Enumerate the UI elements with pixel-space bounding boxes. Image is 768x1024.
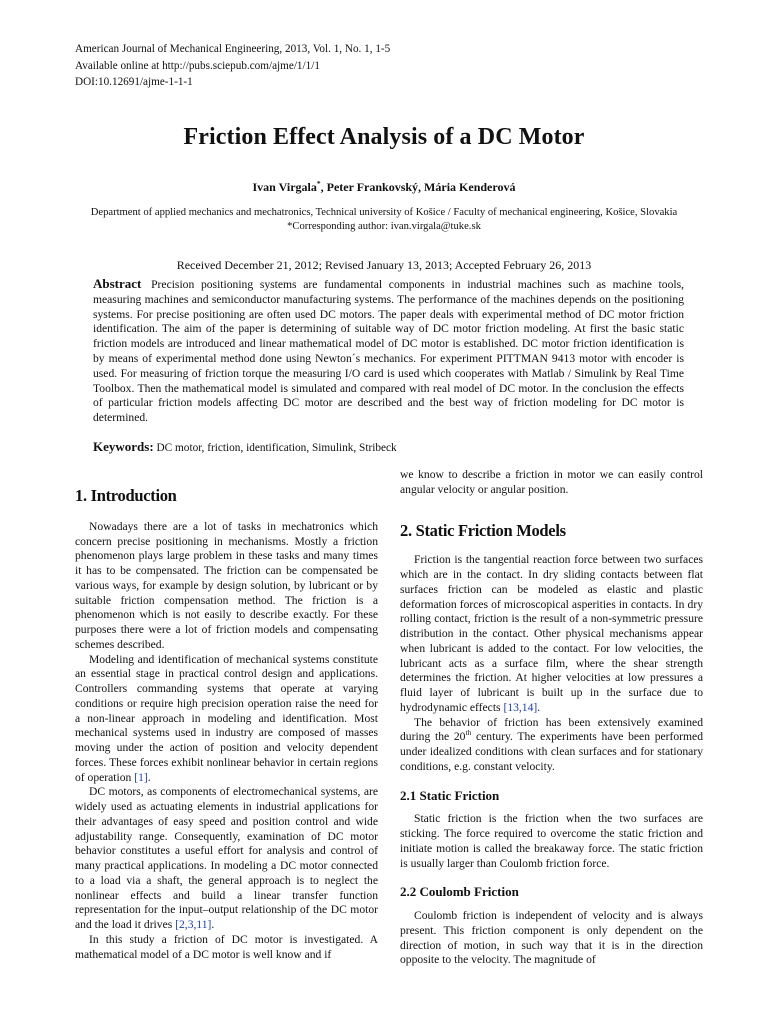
intro-paragraph-1: Nowadays there are a lot of tasks in mechatronics which concern precise positioning in mechanisms. Mostly a friction phenomenon plays large problem in these tasks and many times it has to be compensated. The friction can be compensated be various ways, for example by design solution, by lubricant or by suitable friction compensation method. The friction is a phenomenon which is not easily to describe exactly. For these purposes there were a lot of friction models and compensating schemes described. (75, 519, 378, 651)
intro-paragraph-4: In this study a friction of DC motor is investigated. A mathematical model of a DC motor is well know and if (75, 932, 378, 961)
keywords-label: Keywords: (93, 439, 154, 454)
author-rest: , Peter Frankovský, Mária Kenderová (320, 180, 516, 194)
static-models-paragraph-2: The behavior of friction has been extensively examined during the 20th century. The experiments have been performed under idealized conditions with clean surfaces and for stationary conditions, e.g. constant velocity. (400, 715, 703, 773)
static-models-paragraph-1: Friction is the tangential reaction force between two surfaces which are in the contact. In dry sliding contacts between flat surfaces friction can be modeled as elastic and plastic deformation forces of microscopical asperities in contacts. In dry rolling contact, friction is the result of a non-symmetric pressure distribution in the contact. Other physical mechanisms appear when lubricant is added to the contact. For low velocities, the lubricant acts as a surface film, where the shear strength determines the friction. At higher velocities at low pressures a fluid layer of lubricant is built up in the surface due to hydrodynamic effects [13,14]. (400, 553, 703, 714)
citation-link[interactable]: [2,3,11] (175, 918, 212, 931)
doi: DOI:10.12691/ajme-1-1-1 (75, 76, 193, 88)
coulomb-friction-paragraph: Coulomb friction is independent of velocity and is always present. This friction component is only dependent on the direction of motion, in such way that it is in the direction opposite to the velocity. The magnitude of (400, 909, 703, 967)
corresponding-mark: * (316, 179, 321, 188)
journal-header (75, 41, 390, 91)
intro-paragraph-2: Modeling and identification of mechanical systems constitute an essential stage in practical control design and applications. Controllers commanding systems that operate at varying conditions or require high precision operation raise the need for a non-linear approach in modeling and identification. Most mechanical systems used in industry are composed of masses moving under the action of position and velocity dependent forces. These forces exhibit nonlinear behavior in certain regions of operation [1]. (75, 652, 378, 784)
journal-url[interactable]: Available online at http://pubs.sciepub.com/ajme/1/1/1 (75, 59, 320, 72)
right-column (400, 468, 703, 968)
keywords-text: DC motor, friction, identification, Simulink, Stribeck (153, 442, 397, 454)
intro-paragraph-3: DC motors, as components of electromechanical systems, are widely used as actuating elements in industrial applications for their advantages of easy speed and position control and wide adjustability range. Consequently, examination of DC motor behavior constitutes a useful effort for analysis and control of many practical applications. In modeling a DC motor connected to a load via a shaft, the general approach is to neglect the nonlinear effects and build a linear transfer function representation for the input–output relationship of the DC motor and the load it drives [2,3,11]. (75, 785, 378, 931)
citation-link[interactable]: [13,14] (503, 700, 538, 714)
abstract (93, 277, 684, 426)
section-heading-introduction: 1. Introduction (75, 486, 177, 505)
subsection-heading-static-friction: 2.1 Static Friction (400, 787, 500, 803)
static-friction-paragraph: Static friction is the friction when the two surfaces are sticking. The force required to overcome the static friction and initiate motion is called the breakaway force. The static friction is usually larger than Coulomb friction force. (400, 812, 703, 870)
corresponding-author: *Corresponding author: ivan.virgala@tuke.sk (287, 220, 481, 232)
citation-link[interactable]: [1] (134, 770, 148, 784)
keywords (93, 439, 684, 455)
section-heading-static-friction-models: 2. Static Friction Models (400, 520, 566, 540)
paper-title: Friction Effect Analysis of a DC Motor (183, 124, 585, 150)
received-dates: Received December 21, 2012; Revised January 13, 2013; Accepted February 26, 2013 (176, 258, 592, 272)
journal-citation: American Journal of Mechanical Engineering, 2013, Vol. 1, No. 1, 1-5 (75, 43, 391, 55)
affiliation: Department of applied mechanics and mechatronics, Technical university of Košice / Faculty of mechanical engineering, Košice, Slovakia (90, 207, 678, 218)
subsection-heading-coulomb-friction: 2.2 Coulomb Friction (400, 884, 519, 900)
abstract-text: Precision positioning systems are fundamental components in industrial machines such as machine tools, measuring machines and semiconductor manufacturing systems. The performance of the machines depends on the positioning systems. For precise positioning are often used DC motors. The paper deals with experimental method of DC motor friction identification. The aim of the paper is determining of suitable way of DC motor friction modeling. At first the basic static friction models are introduced and linear mathematical model of DC motor is established. DC motor friction identification is by means of experimental method done using Newton´s mechanics. For experiment PITTMAN 9413 motor with encoder is used. For measuring of friction torque the measuring I/O card is used which cooperates with Matlab / Simulink by Real Time Toolbox. Then the mathematical model is simulated and compared with real model of DC motor. In the conclusion the effects of particular friction models affecting DC motor are described and the best way of friction modeling for DC motor is determined. (93, 278, 685, 425)
author-first: Ivan Virgala (252, 180, 317, 194)
left-column (75, 463, 378, 962)
abstract-label: Abstract (93, 276, 142, 291)
affiliation-block (80, 206, 688, 233)
intro-paragraph-4-continued: we know to describe a friction in motor we can easily control angular velocity or angular position. (400, 468, 703, 496)
author-list (0, 180, 768, 195)
